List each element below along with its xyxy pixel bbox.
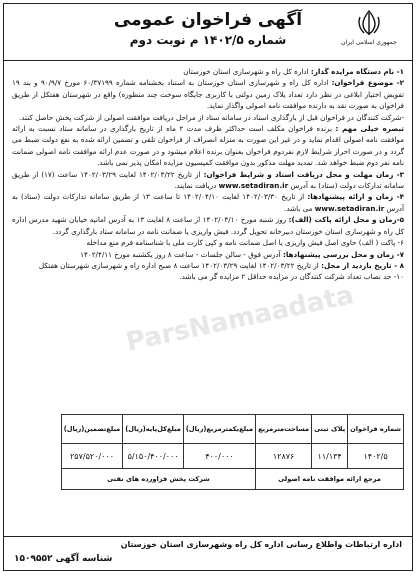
- item-5: ۵-زمان و محل ارائه پاکت (الف): روز شنبه مورخ ۱۴۰۲/۰۴/۱۰ از ساعت ۸ لغایت ۱۳ به آدرس امانیه خیابان شهید مدرس اداره کل راه و شهرسازی استان خوزستان دبیرخانه تحویل گردد. فیش واریزی یا ضمانت نامه در سامانه ستاد بارگذاری گردد.: [12, 215, 404, 236]
- col-area: مساحت‌مترمربع: [256, 415, 312, 444]
- item-1: ۱- نام دستگاه مزایده گذار: اداره کل راه و شهرسازی استان خوزستان: [183, 67, 404, 76]
- item-9: ۱۰- حد نصاب تعداد شرکت کنندگان در مزایده حداقل ۲ مزایده گر می باشد.: [179, 272, 404, 282]
- item-4: ۴- زمان و ارائه پیشنهادها: از تاریخ ۱۴۰۲/۰۳/۳۰ لغایت ۱۴۰۲/۰۴/۱۰ تا ساعت ۱۳ از طریق سامانه تدارکات دولت (ستاد) به آدرس www.setadiran.ir می باشد.: [12, 192, 404, 213]
- table-footer-row: [61, 469, 403, 490]
- cell-unit-price: ۴۰۰/۰۰۰: [183, 444, 255, 469]
- cell-plaque: ۱۱/۱۳۴: [312, 444, 348, 469]
- table-header-row: [61, 415, 403, 444]
- notice-title: آگهی فراخوان عمومی: [113, 10, 303, 30]
- col-call-number: شماره فراخوان: [348, 415, 404, 444]
- approval-reference-label: مرجع ارائه موافقت نامه اصولی: [256, 469, 404, 490]
- col-plaque: پلاک ثبتی: [312, 415, 348, 444]
- item-3: -شرکت کنندگان در فراخوان قبل از بارگذاری اسناد در سامانه ستاد از مراحل دریافت موافقت اصولی از شرکت پخش حاصل کنند.: [18, 112, 404, 122]
- table-row: [61, 444, 403, 469]
- approval-reference-value: شرکت پخش فراورده های نفتی: [61, 469, 255, 490]
- col-guarantee: مبلغ‌تضمین(ریال): [61, 415, 123, 444]
- notice-header: [4, 4, 412, 61]
- col-base-price: مبلغ‌کل‌پایه(ریال): [123, 415, 184, 444]
- col-unit-price: مبلغ‌یکمترمربع(ریال): [183, 415, 255, 444]
- emblem-label: جمهوری اسلامی ایران: [341, 39, 397, 46]
- emblem-icon: [354, 8, 384, 38]
- note: تبصره خیلی مهم : برنده فراخوان مکلف است حداکثر ظرف مدت ۲ ماه از تاریخ بارگذاری در سامانه ستاد نسبت به ارائه موافقت نامه اصولی اقدام نماید و در غیر این صورت به منزله انصراف از فراخوان تلقی و تضمین ارائه شده به نفع دولت ضبط می گردد و در صورت احراز شرایط لازم نفردوم فراخوان بعنوان برنده اعلام میشود و در صورت عدم ارائه موافقت نامه اصولی ضمانت نامه نفر دوم ضبط خواهد شد. تمدید مهلت مذکور بدون موافقت کمیسیون مزایده امکان پذیر نمی باشد.: [12, 124, 404, 168]
- item-6: ۶- پاکت ( الف) حاوی اصل فیش واریزی یا اصل ضمانت نامه و کپی کارت ملی با شناسنامه فرم منع مداخله: [86, 238, 404, 248]
- notice-id: شناسه آگهی ۱۵۰۹۵۵۲: [14, 554, 113, 564]
- setad-url-2[interactable]: www.setadiran.ir: [314, 203, 385, 213]
- cell-guarantee: ۲۵۷/۵۲۰/۰۰۰: [61, 444, 123, 469]
- auction-table: [61, 414, 404, 490]
- item-7: ۷- زمان و محل بررسی پیشنهادها: آدرس فوق - سالن جلسات - ساعت ۸ روز یکشنبه مورخ ۱۴۰۲/۴/۱۱: [80, 249, 404, 259]
- cell-call-number: ۱۴۰۲/۵: [348, 444, 404, 469]
- item-8: ۸ - تاریخ بازدید از محل: از تاریخ ۱۴۰۲/۰۳/۲۲ لغایت ۱۴۰۲/۰۳/۲۹ ساعت ۸ صبح اداره راه و شهرسازی شهرستان هفتکل: [38, 260, 404, 270]
- watermark: ParsNamaadata: [123, 280, 357, 358]
- publisher-org: اداره ارتباطات واطلاع رسانی اداره کل راه وشهرسازی استان خوزستان: [120, 540, 402, 549]
- cell-area: ۱۲۸۷۶: [256, 444, 312, 469]
- iran-emblem: [334, 8, 404, 56]
- setad-url-1[interactable]: www.setadiran.ir: [218, 181, 289, 191]
- cell-base-price: ۵/۱۵۰/۴۰۰/۰۰۰: [123, 444, 184, 469]
- item-2: ۲- موضوع فراخوان: اداره کل راه و شهرسازی استان خوزستان به استناد بخشنامه شماره ۶۰/۳۷۱۹۹ مورخ ۹۰/۹/۷ و بند ۱۹ تفویض اختیار ابلاغی در نظر دارد تعداد یلاک زمین دولتی با کاربری جایگاه سوخت چند منظوره) واقع در شهرستان هفتکل از طریق فراخوان به صورت نقد به دارنده موافقت نامه اصولی واگذار نماید.: [12, 78, 404, 111]
- notice-footer: [4, 536, 412, 570]
- notice-page: [3, 3, 413, 571]
- item-3b: ۳- زمان مهلت و محل دریافت اسناد و شرایط فراخوان: از تاریخ ۱۴۰۲/۰۳/۲۲ لغایت ۱۴۰۲/۰۳/۲۹ ساعت (۱۷) از طریق سامانه تدارکات دولت (ستاد) به آدرس www.setadiran.ir دریافت نمایند.: [12, 169, 404, 191]
- notice-subtitle: شماره ۱۴۰۲/۵ م نوبت دوم: [129, 33, 287, 47]
- notice-body: [4, 61, 412, 283]
